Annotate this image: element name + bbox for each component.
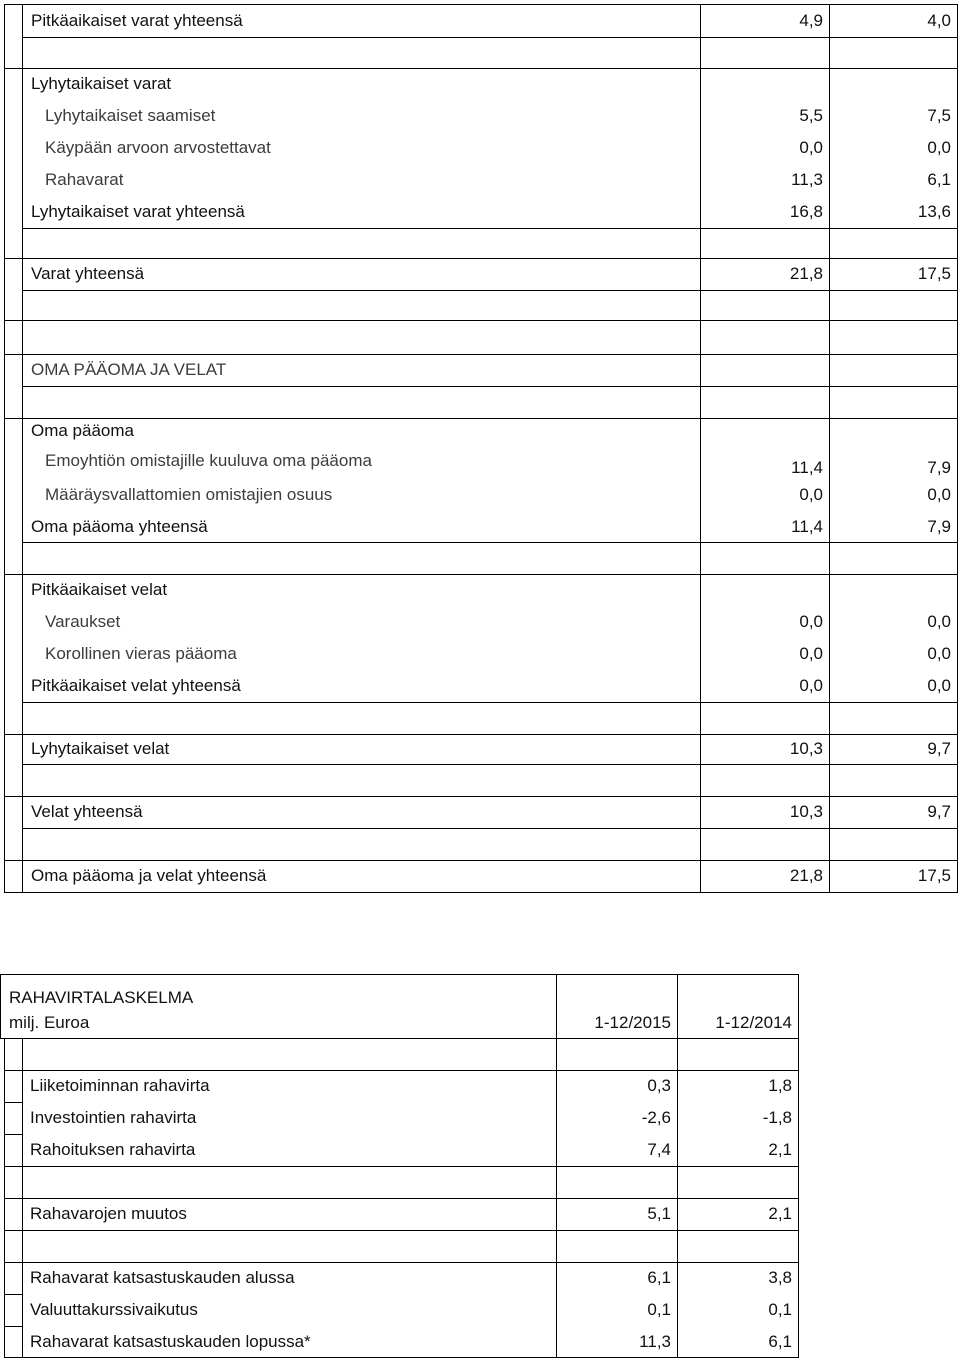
- row-label: Velat yhteensä: [31, 802, 143, 821]
- value-2014: 0,0: [927, 138, 951, 157]
- row-label: Oma pääoma: [31, 421, 134, 440]
- value-2014: 1,8: [768, 1076, 792, 1095]
- value-2014: 0,0: [927, 644, 951, 663]
- row-label: Oma pääoma ja velat yhteensä: [31, 866, 267, 885]
- value-2015: 4,9: [799, 10, 823, 30]
- value-2014: 9,7: [927, 802, 951, 821]
- value-2015: 0,0: [799, 138, 823, 157]
- value-2015: 7,4: [647, 1140, 671, 1159]
- cash-flow-row-label: Valuuttakurssivaikutus: [30, 1300, 198, 1319]
- value-2015: 5,1: [647, 1204, 671, 1223]
- row-label: Lyhytaikaiset saamiset: [45, 106, 216, 125]
- row-label: Varat yhteensä: [31, 264, 145, 283]
- cash-flow-title: RAHAVIRTALASKELMA: [9, 988, 194, 1007]
- value-2015: 0,1: [647, 1300, 671, 1319]
- value-2015: 0,0: [799, 485, 823, 504]
- value-2014: 13,6: [917, 202, 951, 221]
- row-label: Pitkäaikaiset varat yhteensä: [31, 10, 243, 30]
- cash-flow-row-label: Rahavarojen muutos: [30, 1204, 187, 1223]
- value-2014: 4,0: [927, 10, 951, 30]
- value-2015: 6,1: [647, 1268, 671, 1287]
- value-2015: 16,8: [789, 202, 823, 221]
- value-2014: [677, 1038, 798, 1070]
- value-2014: -1,8: [762, 1108, 792, 1127]
- value-2014: [677, 1166, 798, 1198]
- value-2014: 17,5: [917, 866, 951, 885]
- value-2014: 0,1: [768, 1300, 792, 1319]
- cash-flow-row-label: Liiketoiminnan rahavirta: [30, 1076, 210, 1095]
- value-2014: 0,0: [927, 485, 951, 504]
- value-2014: 2,1: [768, 1140, 792, 1159]
- value-2014: 7,9: [927, 517, 951, 536]
- value-2014: 7,5: [927, 106, 951, 125]
- value-2015: 11,3: [791, 170, 823, 189]
- row-label: Oma pääoma yhteensä: [31, 517, 208, 536]
- value-2015: -2,6: [641, 1108, 671, 1127]
- unit-label: milj. Euroa: [9, 1013, 90, 1032]
- value-2014: 2,1: [768, 1204, 792, 1223]
- column-header-2015: 1-12/2015: [594, 1013, 671, 1032]
- value-2014: 3,8: [768, 1268, 792, 1287]
- value-2014: [677, 1230, 798, 1262]
- row-label: Korollinen vieras pääoma: [45, 644, 237, 663]
- cash-flow-row-label: Rahavarat katsastuskauden alussa: [30, 1268, 295, 1287]
- row-label: Määräysvallattomien omistajien osuus: [45, 485, 333, 504]
- value-2014: 0,0: [927, 676, 951, 695]
- value-2015: 21,8: [789, 866, 823, 885]
- value-2014: 17,5: [917, 264, 951, 283]
- value-2015: 10,3: [789, 739, 823, 758]
- spacer-row: [30, 1230, 552, 1262]
- spacer-row: [30, 1166, 552, 1198]
- row-label: Rahavarat: [45, 170, 124, 189]
- row-label: OMA PÄÄOMA JA VELAT: [31, 360, 227, 379]
- value-2015: 0,0: [799, 612, 823, 631]
- value-2015: 11,4: [791, 458, 823, 477]
- value-2015: 0,3: [647, 1076, 671, 1095]
- cash-flow-row-label: Rahavarat katsastuskauden lopussa*: [30, 1332, 311, 1351]
- value-2014: 6,1: [927, 170, 951, 189]
- value-2015: 11,4: [791, 517, 823, 536]
- value-2015: 11,3: [639, 1332, 671, 1351]
- value-2015: 21,8: [789, 264, 823, 283]
- value-2015: 5,5: [799, 106, 823, 125]
- value-2015: 0,0: [799, 676, 823, 695]
- value-2015: [556, 1230, 677, 1262]
- cash-flow-row-label: Investointien rahavirta: [30, 1108, 197, 1127]
- value-2015: 0,0: [799, 644, 823, 663]
- row-label: Pitkäaikaiset velat: [31, 580, 168, 599]
- value-2014: 0,0: [927, 612, 951, 631]
- value-2014: 7,9: [927, 458, 951, 477]
- value-2015: [556, 1166, 677, 1198]
- row-label: Lyhytaikaiset varat yhteensä: [31, 202, 245, 221]
- row-label: Lyhytaikaiset velat: [31, 739, 170, 758]
- value-2014: 6,1: [768, 1332, 792, 1351]
- value-2015: [556, 1038, 677, 1070]
- column-header-2014: 1-12/2014: [715, 1013, 792, 1032]
- cash-flow-row-label: Rahoituksen rahavirta: [30, 1140, 196, 1159]
- row-label: Käypään arvoon arvostettavat: [45, 138, 271, 157]
- value-2014: 9,7: [927, 739, 951, 758]
- row-label: Lyhytaikaiset varat: [31, 74, 172, 93]
- spacer-row: [30, 1038, 552, 1070]
- row-label: Emoyhtiön omistajille kuuluva oma pääoma: [45, 451, 372, 470]
- row-label: Pitkäaikaiset velat yhteensä: [31, 676, 241, 695]
- value-2015: 10,3: [789, 802, 823, 821]
- row-label: Varaukset: [45, 612, 121, 631]
